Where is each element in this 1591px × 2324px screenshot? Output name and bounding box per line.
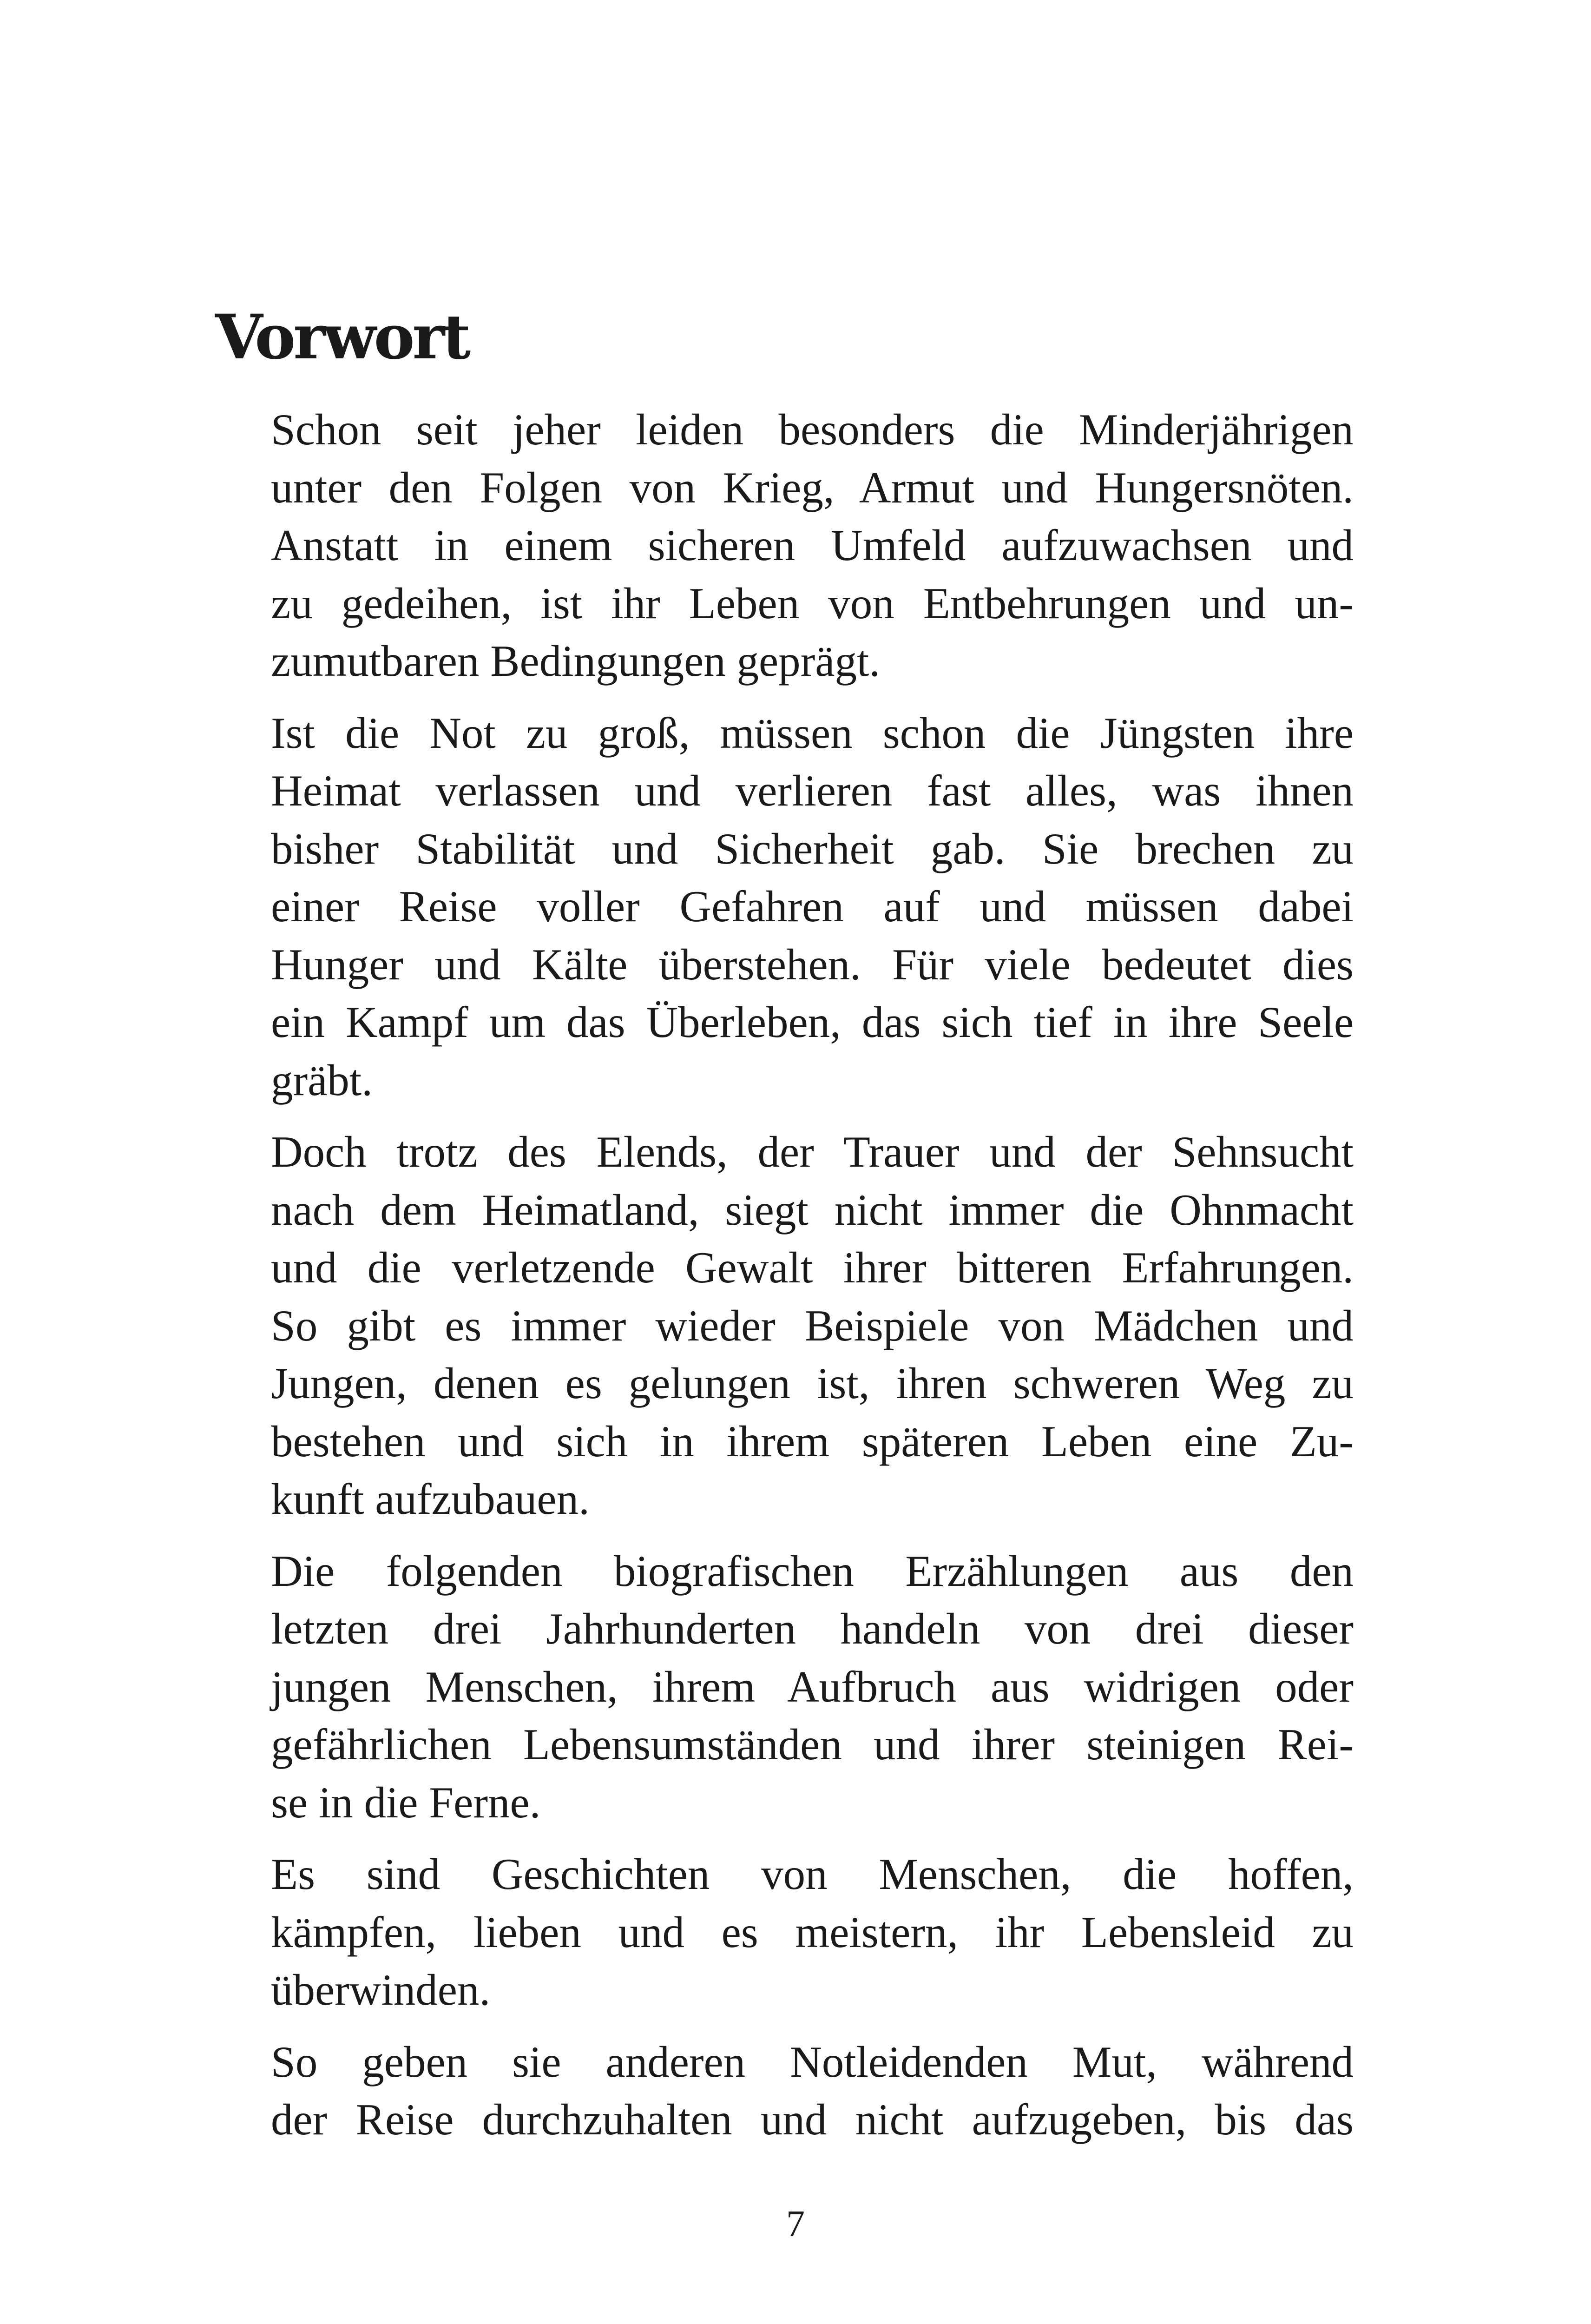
text-line: ein Kampf um das Überleben, das sich tief in ihre Seele	[271, 997, 1354, 1047]
paragraph	[215, 401, 1354, 690]
text-line: gefährlichen Lebensumständen und ihrer steinigen Rei-	[271, 1720, 1354, 1769]
text-line: se in die Ferne.	[271, 1777, 541, 1827]
chapter-heading: Vorwort	[215, 301, 469, 373]
text-line: zumutbaren Bedingungen geprägt.	[271, 636, 881, 686]
paragraph	[215, 1123, 1354, 1528]
text-line: jungen Menschen, ihrem Aufbruch aus widrigen oder	[271, 1662, 1354, 1711]
text-line: und die verletzende Gewalt ihrer bitteren Erfahrungen.	[271, 1243, 1354, 1292]
text-line: Doch trotz des Elends, der Trauer und der Sehnsucht	[271, 1127, 1354, 1176]
paragraph	[215, 704, 1354, 1109]
text-line: Es sind Geschichten von Menschen, die hoffen,	[271, 1849, 1354, 1899]
text-line: So gibt es immer wieder Beispiele von Mädchen und	[271, 1301, 1354, 1350]
text-line: So geben sie anderen Notleidenden Mut, während	[271, 2037, 1354, 2086]
text-line: Jungen, denen es gelungen ist, ihren schweren Weg zu	[271, 1359, 1354, 1408]
text-line: nach dem Heimatland, siegt nicht immer die Ohnmacht	[271, 1185, 1354, 1235]
text-line: Schon seit jeher leiden besonders die Minderjährigen	[271, 405, 1354, 454]
text-block	[215, 301, 1354, 2163]
text-line: der Reise durchzuhalten und nicht aufzugeben, bis das	[271, 2095, 1354, 2144]
text-line: bisher Stabilität und Sicherheit gab. Sie brechen zu	[271, 824, 1354, 873]
text-line: Anstatt in einem sicheren Umfeld aufzuwachsen und	[271, 521, 1354, 570]
paragraph	[215, 2033, 1354, 2149]
text-line: letzten drei Jahrhunderten handeln von drei dieser	[271, 1604, 1354, 1653]
page-number: 7	[786, 2204, 805, 2245]
text-line: zu gedeihen, ist ihr Leben von Entbehrungen und un-	[271, 578, 1354, 628]
body-text	[215, 401, 1354, 2149]
text-line: Ist die Not zu groß, müssen schon die Jüngsten ihre	[271, 708, 1354, 758]
text-line: überwinden.	[271, 1965, 491, 2014]
text-line: Heimat verlassen und verlieren fast alles, was ihnen	[271, 766, 1354, 815]
text-line: bestehen und sich in ihrem späteren Leben eine Zu-	[271, 1416, 1354, 1466]
text-line: kämpfen, lieben und es meistern, ihr Lebensleid zu	[271, 1907, 1354, 1957]
text-line: gräbt.	[271, 1055, 373, 1105]
text-line: Die folgenden biografischen Erzählungen aus den	[271, 1546, 1354, 1596]
text-line: unter den Folgen von Krieg, Armut und Hungersnöten.	[271, 462, 1354, 512]
paragraph	[215, 1542, 1354, 1832]
text-line: einer Reise voller Gefahren auf und müssen dabei	[271, 882, 1354, 931]
paragraph	[215, 1845, 1354, 2019]
text-line: Hunger und Kälte überstehen. Für viele bedeutet dies	[271, 939, 1354, 989]
text-line: kunft aufzubauen.	[271, 1474, 590, 1524]
